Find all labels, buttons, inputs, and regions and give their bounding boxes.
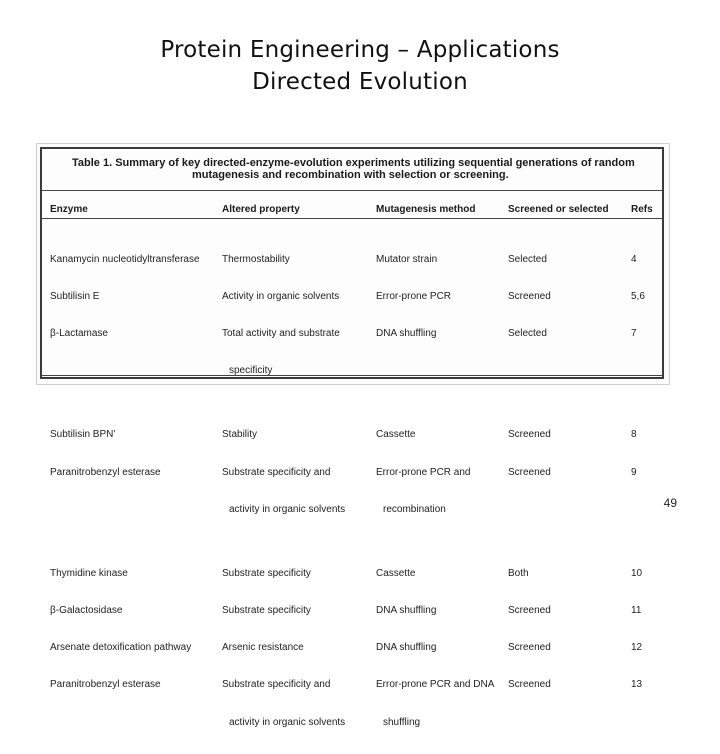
table-cell: Cassette [376, 429, 416, 441]
table-cell: β-Galactosidase [50, 605, 123, 617]
table-bottom-rule [42, 375, 662, 376]
table-cell: Stability [222, 429, 258, 441]
table-cell: 4 [631, 253, 637, 265]
table-cell: Error-prone PCR and [376, 466, 471, 478]
table-cell: Kanamycin nucleotidyltransferase [50, 253, 200, 265]
table-cell: DNA shuffling [376, 605, 437, 617]
table-frame [40, 147, 664, 728]
table-cell: Arsenate detoxification pathway [50, 642, 192, 654]
table-cell: Both [508, 567, 529, 579]
table-cell: Substrate specificity and [222, 679, 331, 691]
table-cell: Substrate specificity and [222, 466, 331, 478]
table-cell: Subtilisin E [50, 291, 100, 303]
table-cell: activity in organic solvents [229, 716, 346, 728]
table-cell: 12 [631, 642, 643, 654]
header-altered-property: Altered property [222, 204, 300, 215]
table-cell: Subtilisin BPN' [50, 429, 116, 441]
table-caption-line1: Table 1. Summary of key directed-enzyme-evolution experiments utilizing sequential generations of random [72, 157, 635, 169]
table-cell: β-Lactamase [50, 328, 108, 340]
table-cell: Screened [508, 466, 551, 478]
column-refs [631, 229, 648, 717]
table-cell: DNA shuffling [376, 642, 437, 654]
slide-title-line2: Directed Evolution [252, 69, 468, 95]
table-cell: Mutator strain [376, 253, 438, 265]
column-screened-or-selected [508, 229, 551, 717]
table-cell: Error-prone PCR [376, 291, 452, 303]
table-caption [72, 157, 652, 181]
table-cell: 7 [631, 328, 637, 340]
column-mutagenesis-method [376, 229, 494, 754]
table-cell: Substrate specificity [222, 605, 311, 617]
header-refs: Refs [631, 204, 653, 215]
table-cell: Selected [508, 253, 547, 265]
table-caption-line2: mutagenesis and recombination with selection or screening. [192, 169, 509, 181]
table-cell: recombination [383, 503, 446, 515]
table-cell: 5,6 [631, 291, 645, 303]
table-cell: 13 [631, 679, 643, 691]
column-altered-property [222, 229, 345, 754]
table-cell: Thermostability [222, 253, 290, 265]
table-cell: shuffling [383, 716, 421, 728]
table-cell: Error-prone PCR and DNA [376, 679, 495, 691]
table-cell: specificity [229, 365, 273, 377]
table-cell: Total activity and substrate [222, 328, 340, 340]
table-header-rule [42, 218, 662, 219]
header-enzyme: Enzyme [50, 204, 88, 215]
table-cell: Screened [508, 679, 551, 691]
table-cell: 10 [631, 567, 643, 579]
table-cell: Screened [508, 429, 551, 441]
table-top-rule [42, 190, 662, 191]
table-cell: Activity in organic solvents [222, 291, 340, 303]
table-cell: Thymidine kinase [50, 567, 128, 579]
table-cell: Screened [508, 642, 551, 654]
table-cell: Cassette [376, 567, 416, 579]
table-cell: 11 [631, 605, 642, 617]
page-number: 49 [663, 496, 677, 510]
table-cell: Screened [508, 605, 551, 617]
table-cell: 8 [631, 429, 637, 441]
table-cell: DNA shuffling [376, 328, 437, 340]
column-enzyme [50, 229, 200, 717]
table-cell: Paranitrobenzyl esterase [50, 466, 161, 478]
slide-title [0, 34, 720, 98]
table-cell: Paranitrobenzyl esterase [50, 679, 161, 691]
table-cell: Screened [508, 291, 551, 303]
slide-title-line1: Protein Engineering – Applications [160, 37, 560, 63]
table-cell: Selected [508, 328, 547, 340]
table-cell: Substrate specificity [222, 567, 311, 579]
header-mutagenesis-method: Mutagenesis method [376, 204, 476, 215]
table-cell: activity in organic solvents [229, 503, 346, 515]
table-cell: Arsenic resistance [222, 642, 304, 654]
header-screened-or-selected: Screened or selected [508, 204, 609, 215]
table-cell: 9 [631, 466, 637, 478]
